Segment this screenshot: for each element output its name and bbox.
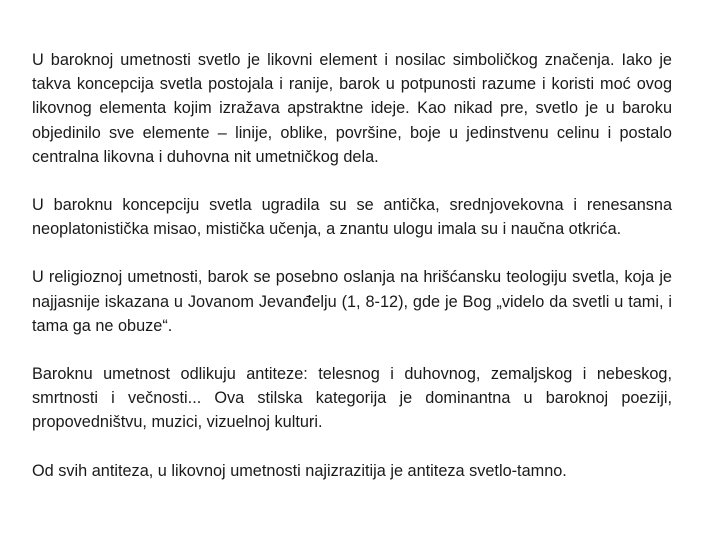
paragraph-light-concept-sources: U baroknu koncepciju svetla ugradila su se antička, srednjovekovna i renesansna neoplatonistička misao, mistička učenja, a znantu ulogu imala su i naučna otkrića. <box>32 196 672 239</box>
document-body <box>32 48 672 483</box>
paragraph-antitheses: Baroknu umetnost odlikuju antiteze: telesnog i duhovnog, zemaljskog i nebeskog, smrtnosti i večnosti... Ova stilska kategorija je dominantna u baroknoj poeziji, propovedništvu, muzici, vizuelnoj kulturi. <box>32 365 672 432</box>
paragraph-light-dark-antithesis: Od svih antiteza, u likovnoj umetnosti najizrazitija je antiteza svetlo-tamno. <box>32 461 567 480</box>
paragraph-light-in-baroque: U baroknoj umetnosti svetlo je likovni element i nosilac simboličkog značenja. Iako je takva koncepcija svetla postojala i ranije, barok u potpunosti razume i koristi moć ovog likovnog elementa kojim izražava apstraktne ideje. Kao nikad pre, svetlo je u baroku objedinilo sve elemente – linije, oblike, površine, boje u jedinstvenu celinu i postalo centralna likovna i duhovna nit umetničkog dela. <box>32 51 672 166</box>
paragraph-religious-art: U religioznoj umetnosti, barok se posebno oslanja na hrišćansku teologiju svetla, koja je najjasnije iskazana u Jovanom Jevanđelju (1, 8-12), gde je Bog „videlo da svetli u tami, i tama ga ne obuze“. <box>32 268 672 335</box>
